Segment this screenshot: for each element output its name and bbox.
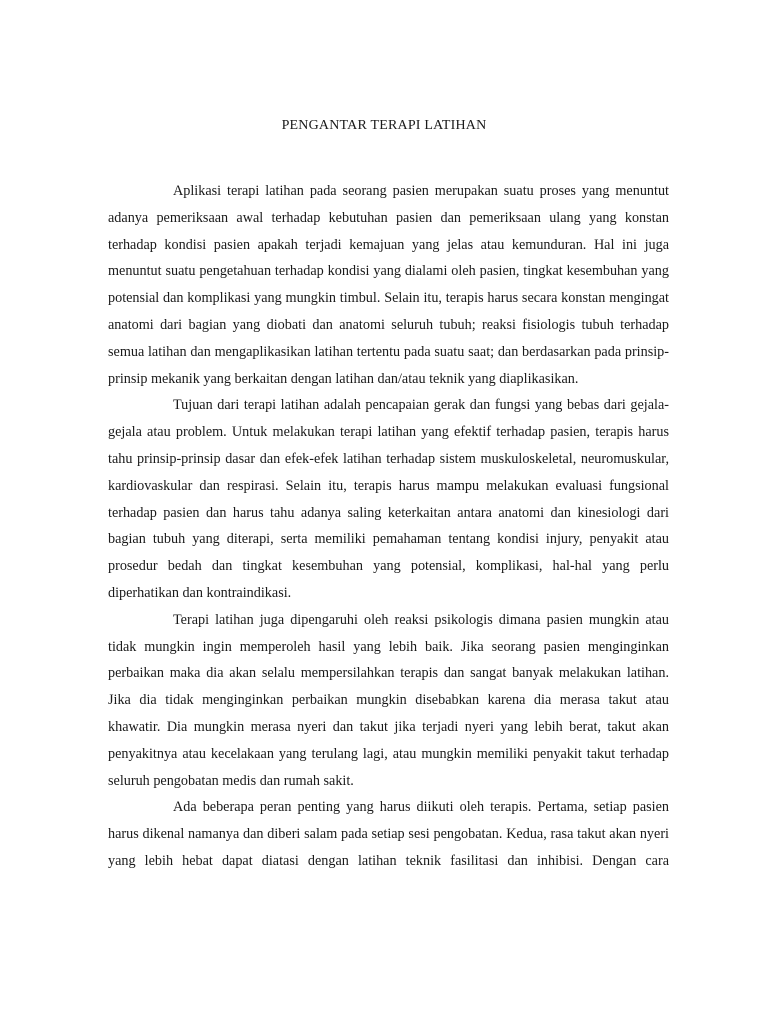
paragraph-4: Ada beberapa peran penting yang harus diikuti oleh terapis. Pertama, setiap pasien harus dikenal namanya dan diberi salam pada setiap sesi pengobatan. Kedua, rasa takut akan nyeri yang lebih hebat dapat diatasi dengan latihan teknik fasilitasi dan inhibisi. Dengan cara (108, 799, 669, 869)
paragraph-3: Terapi latihan juga dipengaruhi oleh reaksi psikologis dimana pasien mungkin atau tidak mungkin ingin memperoleh hasil yang lebih baik. Jika seorang pasien menginginkan perbaikan maka dia akan selalu mempersilahkan terapis dan sangat banyak melakukan latihan. Jika dia tidak menginginkan perbaikan mungkin disebabkan karena dia merasa takut atau khawatir. Dia mungkin merasa nyeri dan takut jika terjadi nyeri yang lebih berat, takut akan penyakitnya atau kecelakaan yang terulang lagi, atau mungkin memiliki penyakit takut terhadap seluruh pengobatan medis dan rumah sakit. (108, 611, 669, 789)
document-body (108, 178, 669, 875)
paragraph-2: Tujuan dari terapi latihan adalah pencapaian gerak dan fungsi yang bebas dari gejala-gejala atau problem. Untuk melakukan terapi latihan yang efektif terhadap pasien, terapis harus tahu prinsip-prinsip dasar dan efek-efek latihan terhadap sistem muskuloskeletal, neuromuskular, kardiovaskular dan respirasi. Selain itu, terapis harus mampu melakukan evaluasi fungsional terhadap pasien dan harus tahu adanya saling keterkaitan antara anatomi dan kinesiologi dari bagian tubuh yang diterapi, serta memiliki pemahaman tentang kondisi injury, penyakit atau prosedur bedah dan tingkat kesembuhan yang potensial, komplikasi, hal-hal yang perlu diperhatikan dan kontraindikasi. (108, 397, 669, 601)
paragraph-1: Aplikasi terapi latihan pada seorang pasien merupakan suatu proses yang menuntut adanya pemeriksaan awal terhadap kebutuhan pasien dan pemeriksaan ulang yang konstan terhadap kondisi pasien apakah terjadi kemajuan yang jelas atau kemunduran. Hal ini juga menuntut suatu pengetahuan terhadap kondisi yang dialami oleh pasien, tingkat kesembuhan yang potensial dan komplikasi yang mungkin timbul. Selain itu, terapis harus secara konstan mengingat anatomi dari bagian yang diobati dan anatomi seluruh tubuh; reaksi fisiologis tubuh terhadap semua latihan dan mengaplikasikan latihan tertentu pada suatu saat; dan berdasarkan pada prinsip-prinsip mekanik yang berkaitan dengan latihan dan/atau teknik yang diaplikasikan. (108, 183, 669, 387)
document-title: PENGANTAR TERAPI LATIHAN (281, 118, 487, 133)
